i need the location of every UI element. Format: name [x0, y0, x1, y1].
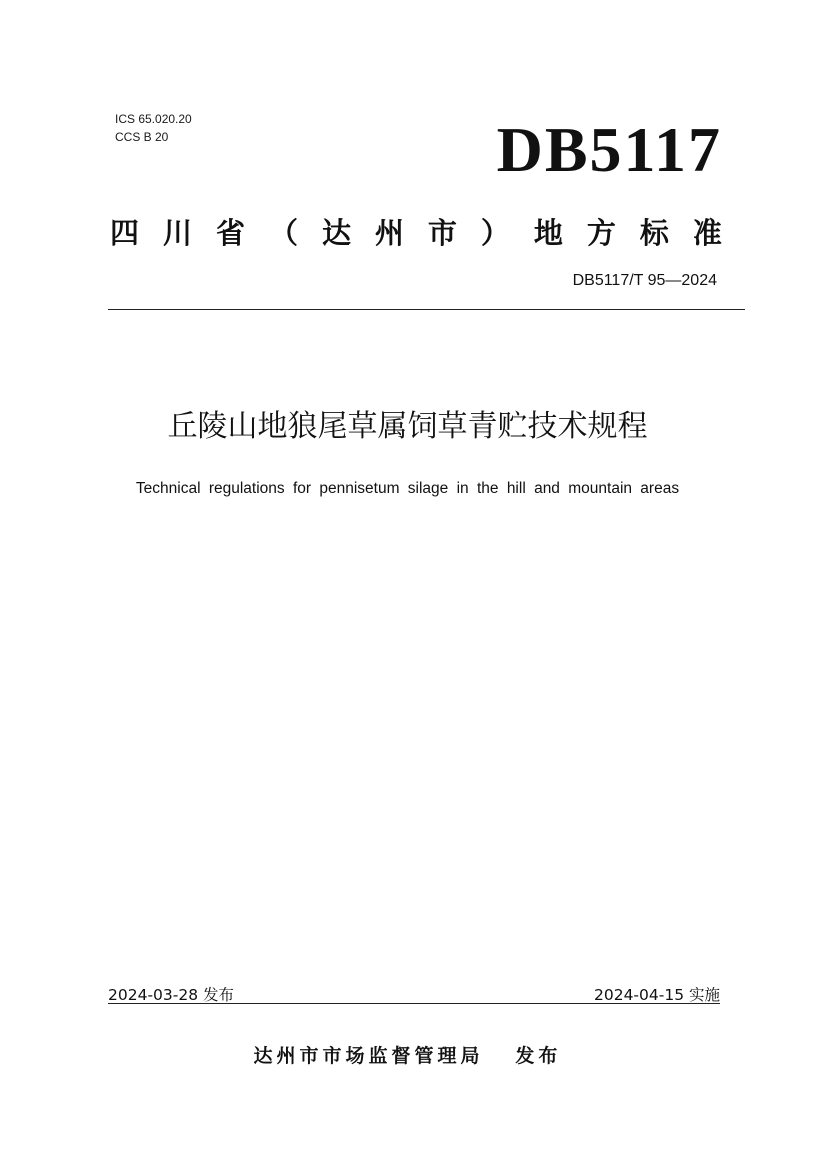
- issuer-line: [0, 1041, 815, 1068]
- standard-type-char: 省: [215, 215, 245, 250]
- ics-code: ICS 65.020.20: [115, 112, 192, 126]
- standard-type-char: （: [268, 215, 298, 250]
- standard-type-char: 川: [162, 215, 192, 250]
- standard-code: DB5117: [496, 114, 722, 185]
- ccs-code: CCS B 20: [115, 130, 169, 144]
- publish-date: 2024-03-28 发布: [108, 986, 235, 1004]
- issuer-name: 达州市市场监督管理局: [253, 1045, 484, 1067]
- standard-number: DB5117/T 95—2024: [572, 272, 717, 289]
- standard-type-char: ）: [480, 215, 510, 250]
- document-title-english: Technical regulations for pennisetum silage in the hill and mountain areas: [135, 480, 680, 497]
- standard-type-char: 四: [110, 215, 140, 250]
- issuer-action: 发布: [515, 1045, 562, 1067]
- standard-type-char: 准: [692, 215, 722, 250]
- standard-type-char: 达: [321, 215, 351, 250]
- date-row: [108, 983, 720, 1005]
- standard-type-char: 州: [374, 215, 404, 250]
- standard-type-char: 市: [427, 215, 457, 250]
- standard-type-char: 地: [533, 215, 563, 250]
- implement-date: 2024-04-15 实施: [593, 986, 720, 1004]
- header-divider: [108, 309, 745, 310]
- standard-type-title: [110, 211, 722, 251]
- footer-divider: [108, 1003, 720, 1004]
- standard-type-char: 标: [639, 215, 669, 250]
- standard-type-char: 方: [586, 215, 616, 250]
- classification-codes: [115, 110, 192, 146]
- document-title: 丘陵山地狼尾草属饲草青贮技术规程: [167, 409, 648, 444]
